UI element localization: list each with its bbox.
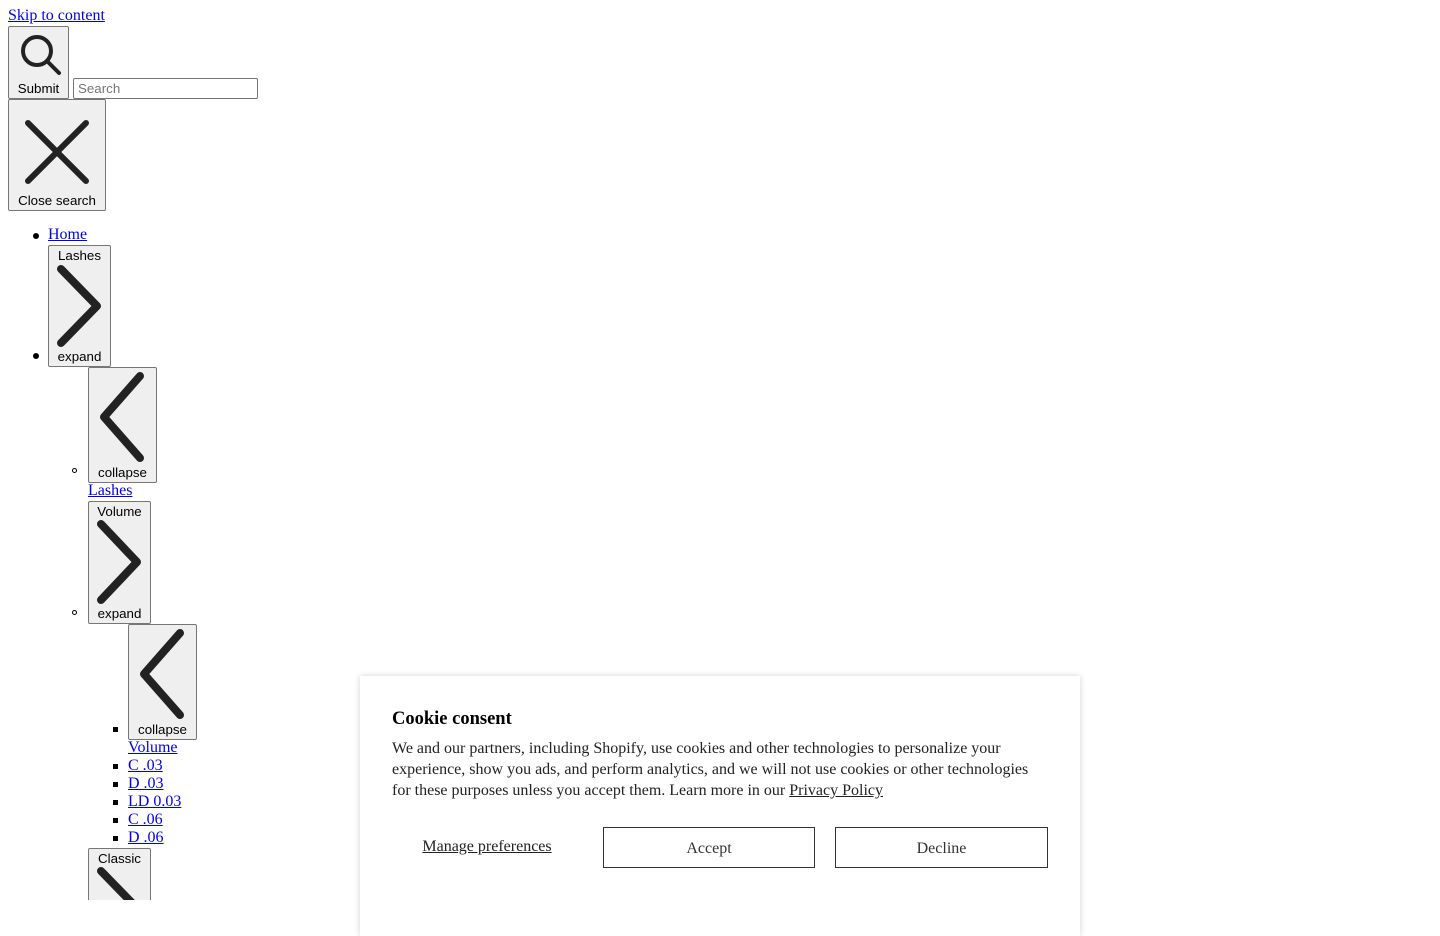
volume-button-label: Volume	[97, 504, 142, 519]
cookie-description	[392, 738, 1048, 801]
volume-collapse-button[interactable]	[128, 624, 197, 740]
search-input[interactable]	[73, 78, 258, 99]
volume-collapse-label: collapse	[138, 722, 187, 737]
volume-item-link[interactable]: LD 0.03	[128, 793, 182, 810]
list-bullet	[72, 468, 77, 473]
volume-item-link[interactable]: D .03	[128, 775, 164, 792]
lashes-button-label: Lashes	[58, 248, 101, 263]
close-icon	[23, 118, 91, 186]
cookie-consent-dialog	[360, 676, 1080, 936]
lashes-expand-label: expand	[57, 349, 102, 364]
list-bullet	[113, 818, 118, 823]
accept-button[interactable]: Accept	[603, 827, 815, 868]
cookie-body-text: We and our partners, including Shopify, use cookies and other technologies to personalize your experience, show you ads, and perform analytics, and we will not use cookies or other technologies for these purposes unless you accept them. Learn more in our	[392, 740, 1029, 799]
chevron-left-icon	[136, 627, 188, 721]
decline-button[interactable]: Decline	[835, 827, 1048, 868]
chevron-right-icon	[55, 264, 105, 348]
list-bullet	[113, 800, 118, 805]
chevron-right-icon	[95, 519, 145, 605]
nav-home-link[interactable]: Home	[48, 226, 88, 243]
list-bullet	[113, 836, 118, 841]
classic-expand-button[interactable]	[88, 848, 151, 900]
volume-expand-label: expand	[97, 606, 142, 621]
list-bullet	[33, 233, 39, 239]
volume-title-link[interactable]: Volume	[128, 739, 178, 756]
lashes-collapse-label: collapse	[98, 465, 147, 480]
list-bullet	[113, 764, 118, 769]
classic-button-label: Classic	[98, 851, 141, 866]
list-bullet	[72, 610, 77, 615]
search-icon	[18, 32, 62, 76]
volume-item-link[interactable]: C .06	[128, 811, 163, 828]
chevron-right-icon	[95, 866, 145, 900]
lashes-expand-button[interactable]	[48, 245, 111, 367]
manage-preferences-link[interactable]: Manage preferences	[422, 838, 552, 855]
list-bullet	[113, 782, 118, 787]
close-search-label: Close search	[18, 193, 96, 208]
volume-item-link[interactable]: D .06	[128, 829, 164, 846]
privacy-policy-link[interactable]: Privacy Policy	[789, 782, 883, 799]
list-bullet	[113, 727, 118, 732]
close-search-button[interactable]	[8, 99, 106, 211]
search-submit-button[interactable]	[8, 26, 69, 99]
chevron-left-icon	[96, 370, 148, 464]
skip-to-content-link[interactable]: Skip to content	[8, 7, 105, 24]
list-bullet	[33, 353, 39, 359]
lashes-collapse-button[interactable]	[88, 367, 157, 483]
volume-expand-button[interactable]	[88, 501, 151, 624]
search-submit-label: Submit	[17, 81, 60, 96]
cookie-title: Cookie consent	[392, 709, 512, 729]
volume-item-link[interactable]: C .03	[128, 757, 163, 774]
lashes-title-link[interactable]: Lashes	[88, 482, 133, 499]
